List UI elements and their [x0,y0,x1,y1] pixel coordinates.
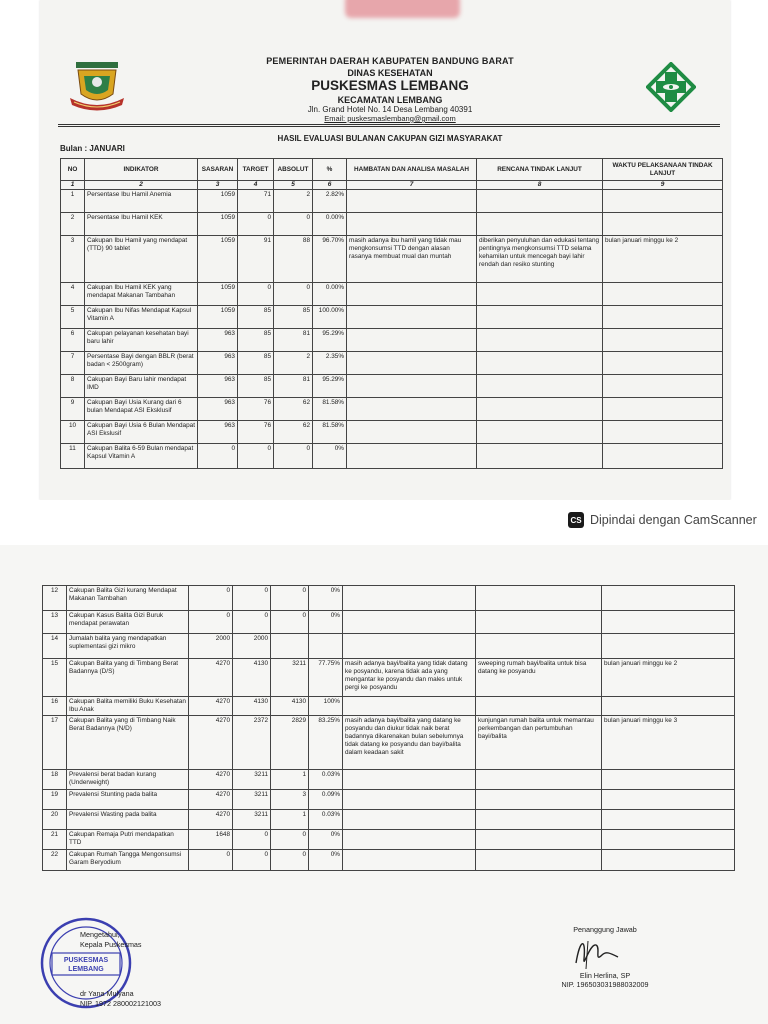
sasaran-cell: 4270 [189,659,233,697]
col-number: 2 [85,181,198,190]
regency-emblem-icon [66,60,128,112]
absolut-cell: 85 [274,306,313,329]
absolut-cell: 0 [274,283,313,306]
indicator-cell: Cakupan pelayanan kesehatan bayi baru lahir [85,329,198,352]
absolut-cell: 4130 [271,697,309,716]
rencana-cell [477,283,603,306]
col-number: 3 [198,181,238,190]
target-cell: 0 [233,586,271,611]
percent-cell: 95.29% [313,375,347,398]
table-row [43,850,735,871]
waktu-cell: bulan januari minggu ke 2 [603,236,723,283]
camscanner-icon: CS [568,512,584,528]
percent-cell: 77.75% [309,659,343,697]
rencana-cell [476,586,602,611]
rencana-cell [476,850,602,871]
hambatan-cell [347,375,477,398]
signature-block-left [80,930,161,1009]
row-number: 17 [43,716,67,770]
table-row [61,398,723,421]
percent-cell: 81.58% [313,421,347,444]
indicator-cell: Cakupan Bayi Usia 6 Bulan Mendapat ASI Ekslusif [85,421,198,444]
indicator-cell: Prevalensi berat badan kurang (Underweight) [67,770,189,790]
target-cell: 91 [238,236,274,283]
row-number: 12 [43,586,67,611]
percent-cell [309,634,343,659]
percent-cell: 96.70% [313,236,347,283]
header-rule [58,124,720,125]
color-smudge [345,0,460,18]
evaluation-table-page-1 [60,158,723,469]
hambatan-cell [347,398,477,421]
rencana-cell [476,810,602,830]
responsible-name: Elin Herlina, SP [579,970,631,980]
waktu-cell [603,375,723,398]
header-government: PEMERINTAH DAERAH KABUPATEN BANDUNG BARAT [266,56,514,66]
hambatan-cell [347,329,477,352]
sasaran-cell: 4270 [189,790,233,810]
hambatan-cell [347,213,477,236]
evaluation-table-page-2 [42,585,735,871]
absolut-cell [271,634,309,659]
waktu-cell [602,850,735,871]
target-cell: 85 [238,329,274,352]
table-row [43,611,735,634]
waktu-cell: bulan januari minggu ke 2 [602,659,735,697]
header-rule-thin [58,126,720,127]
row-number: 10 [61,421,85,444]
indicator-cell: Cakupan Ibu Nifas Mendapat Kapsul Vitamin A [85,306,198,329]
percent-cell: 0% [309,830,343,850]
target-cell: 3211 [233,790,271,810]
target-cell: 0 [238,213,274,236]
percent-cell: 0.00% [313,283,347,306]
table-row [61,421,723,444]
col-number: 9 [603,181,723,190]
col-number: 1 [61,181,85,190]
target-cell: 85 [238,375,274,398]
document-title: HASIL EVALUASI BULANAN CAKUPAN GIZI MASYARAKAT [277,134,503,143]
indicator-cell: Cakupan Balita yang di Timbang Berat Badannya (D/S) [67,659,189,697]
waktu-cell [603,190,723,213]
target-cell: 71 [238,190,274,213]
indicator-cell: Jumalah balita yang mendapatkan suplementasi gizi mikro [67,634,189,659]
waktu-cell [603,213,723,236]
hambatan-cell [343,611,476,634]
percent-cell: 81.58% [313,398,347,421]
col-header-rencana: RENCANA TINDAK LANJUT [477,159,603,181]
indicator-cell: Cakupan Bayi Baru lahir mendapat IMD [85,375,198,398]
indicator-cell: Cakupan Kasus Balita Gizi Buruk mendapat perawatan [67,611,189,634]
target-cell: 4130 [233,659,271,697]
sasaran-cell: 963 [198,375,238,398]
rencana-cell [476,790,602,810]
rencana-cell: kunjungan rumah balita untuk memantau perkembangan dan pertumbuhan bayi/balita [476,716,602,770]
row-number: 21 [43,830,67,850]
hambatan-cell [347,444,477,469]
target-cell: 3211 [233,810,271,830]
table-row [61,444,723,469]
responsible-label: Penanggung Jawab [573,925,637,934]
hambatan-cell [343,830,476,850]
col-number: 5 [274,181,313,190]
hambatan-cell [343,770,476,790]
waktu-cell [602,830,735,850]
indicator-cell: Cakupan Ibu Hamil yang mendapat (TTD) 90 tablet [85,236,198,283]
percent-cell: 100.00% [313,306,347,329]
waktu-cell [602,611,735,634]
absolut-cell: 0 [271,611,309,634]
table-row [43,790,735,810]
indicator-cell: Cakupan Ibu Hamil KEK yang mendapat Makanan Tambahan [85,283,198,306]
table-row [61,213,723,236]
target-cell: 0 [233,611,271,634]
waktu-cell: bulan januari minggu ke 3 [602,716,735,770]
hambatan-cell [343,850,476,871]
percent-cell: 0.09% [309,790,343,810]
absolut-cell: 0 [271,586,309,611]
responsible-nip: NIP. 196503031988032009 [561,980,649,990]
scanned-page-2 [0,545,768,1024]
col-header-persen: % [313,159,347,181]
absolut-cell: 2 [274,190,313,213]
rencana-cell [477,213,603,236]
hambatan-cell [347,352,477,375]
row-number: 5 [61,306,85,329]
rencana-cell [477,375,603,398]
col-header-hambatan: HAMBATAN DAN ANALISA MASALAH [347,159,477,181]
col-number: 4 [238,181,274,190]
rencana-cell [476,770,602,790]
table-row [43,830,735,850]
col-number: 7 [347,181,477,190]
absolut-cell: 2829 [271,716,309,770]
row-number: 20 [43,810,67,830]
row-number: 4 [61,283,85,306]
month-label: Bulan : JANUARI [60,144,125,153]
hambatan-cell [343,810,476,830]
indicator-cell: Persentase Bayi dengan BBLR (berat badan < 2500gram) [85,352,198,375]
target-cell: 2000 [233,634,271,659]
hambatan-cell [347,283,477,306]
col-header-no: NO [61,159,85,181]
svg-text:LEMBANG: LEMBANG [68,966,104,973]
table-row [43,659,735,697]
indicator-cell: Persentase Ibu Hamil KEK [85,213,198,236]
svg-text:PUSKESMAS: PUSKESMAS [63,957,109,964]
percent-cell: 2.82% [313,190,347,213]
header-puskesmas: PUSKESMAS LEMBANG [311,78,469,93]
hambatan-cell [343,697,476,716]
sasaran-cell: 1059 [198,283,238,306]
percent-cell: 83.25% [309,716,343,770]
indicator-cell: Prevalensi Stunting pada balita [67,790,189,810]
hambatan-cell: masih adanya ibu hamil yang tidak mau mengkonsumsi TTD dengan alasan rasanya membuat mual dan muntah [347,236,477,283]
row-number: 18 [43,770,67,790]
head-title: Kepala Puskesmas [80,939,142,949]
percent-cell: 2.35% [313,352,347,375]
row-number: 15 [43,659,67,697]
waktu-cell [603,306,723,329]
row-number: 16 [43,697,67,716]
row-number: 7 [61,352,85,375]
absolut-cell: 3 [271,790,309,810]
row-number: 14 [43,634,67,659]
rencana-cell [477,190,603,213]
sasaran-cell: 4270 [189,697,233,716]
table-row [43,716,735,770]
rencana-cell [477,444,603,469]
rencana-cell: sweeping rumah bayi/balita untuk bisa datang ke posyandu [476,659,602,697]
absolut-cell: 0 [271,850,309,871]
target-cell: 0 [233,850,271,871]
sasaran-cell: 963 [198,329,238,352]
sasaran-cell: 1648 [189,830,233,850]
target-cell: 3211 [233,770,271,790]
target-cell: 0 [233,830,271,850]
sasaran-cell: 4270 [189,716,233,770]
target-cell: 85 [238,306,274,329]
absolut-cell: 62 [274,421,313,444]
acknowledge-label: Mengetahui, [80,930,120,939]
sasaran-cell: 963 [198,421,238,444]
absolut-cell: 88 [274,236,313,283]
table-header-row [61,159,723,181]
sasaran-cell: 1059 [198,190,238,213]
indicator-cell: Persentase Ibu Hamil Anemia [85,190,198,213]
header-address: Jln. Grand Hotel No. 14 Desa Lembang 40391 [307,105,473,114]
hambatan-cell: masih adanya bayi/balita yang datang ke posyandu dan diukur tidak naik berat badannya dikarenakan bulan sebelumnya tidak datang ke posyandu dan bayi/balita dalam keadaan sakit [343,716,476,770]
col-header-absolut: ABSOLUT [274,159,313,181]
waktu-cell [603,398,723,421]
camscanner-watermark [568,512,757,528]
target-cell: 76 [238,421,274,444]
percent-cell: 0% [313,444,347,469]
absolut-cell: 2 [274,352,313,375]
percent-cell: 0% [309,586,343,611]
row-number: 9 [61,398,85,421]
indicator-cell: Cakupan Balita 6-59 Bulan mendapat Kapsul Vitamin A [85,444,198,469]
percent-cell: 0.00% [313,213,347,236]
sasaran-cell: 963 [198,352,238,375]
table-row [43,810,735,830]
hambatan-cell: masih adanya bayi/balita yang tidak datang ke posyandu, karena tidak ada yang mengantar ke posyandu dan males untuk pergi ke posyandu [343,659,476,697]
rencana-cell [477,421,603,444]
percent-cell: 100% [309,697,343,716]
waktu-cell [603,283,723,306]
rencana-cell: diberikan penyuluhan dan edukasi tentang pentingnya mengkonsumsi TTD selama kehamilan untuk mencegah bayi lahir rendah dan resiko stunting [477,236,603,283]
row-number: 19 [43,790,67,810]
target-cell: 85 [238,352,274,375]
indicator-cell: Prevalensi Wasting pada balita [67,810,189,830]
percent-cell: 0% [309,611,343,634]
col-header-target: TARGET [238,159,274,181]
rencana-cell [476,611,602,634]
sasaran-cell: 0 [189,611,233,634]
col-header-sasaran: SASARAN [198,159,238,181]
absolut-cell: 0 [274,444,313,469]
header-department: DINAS KESEHATAN [347,68,433,78]
percent-cell: 0.03% [309,810,343,830]
indicator-cell: Cakupan Balita Gizi kurang Mendapat Makanan Tambahan [67,586,189,611]
target-cell: 4130 [233,697,271,716]
indicator-cell: Cakupan Remaja Putri mendapatkan TTD [67,830,189,850]
scanned-page-1 [40,0,730,500]
absolut-cell: 1 [271,810,309,830]
absolut-cell: 0 [271,830,309,850]
rencana-cell [477,306,603,329]
absolut-cell: 1 [271,770,309,790]
sasaran-cell: 4270 [189,770,233,790]
waktu-cell [603,352,723,375]
col-number: 8 [477,181,603,190]
row-number: 2 [61,213,85,236]
waktu-cell [603,444,723,469]
sasaran-cell: 963 [198,398,238,421]
sasaran-cell: 0 [189,586,233,611]
sasaran-cell: 1059 [198,306,238,329]
sasaran-cell: 2000 [189,634,233,659]
percent-cell: 95.29% [313,329,347,352]
sasaran-cell: 0 [189,850,233,871]
absolut-cell: 81 [274,375,313,398]
rencana-cell [477,398,603,421]
head-nip: NIP. 1972 280002121003 [80,999,162,1009]
table-row [61,190,723,213]
header-district: KECAMATAN LEMBANG [337,95,443,105]
indicator-cell: Cakupan Bayi Usia Kurang dari 6 bulan Mendapat ASI Eksklusif [85,398,198,421]
sasaran-cell: 0 [198,444,238,469]
camscanner-label: Dipindai dengan CamScanner [590,513,757,527]
row-number: 8 [61,375,85,398]
hambatan-cell [343,634,476,659]
sasaran-cell: 1059 [198,236,238,283]
table-row [43,634,735,659]
target-cell: 0 [238,283,274,306]
row-number: 13 [43,611,67,634]
sasaran-cell: 1059 [198,213,238,236]
table-row [61,306,723,329]
absolut-cell: 62 [274,398,313,421]
indicator-cell: Cakupan Balita yang di Timbang Naik Berat Badannya (N/D) [67,716,189,770]
absolut-cell: 3211 [271,659,309,697]
target-cell: 0 [238,444,274,469]
rencana-cell [477,352,603,375]
table-row [61,352,723,375]
col-number: 6 [313,181,347,190]
row-number: 22 [43,850,67,871]
table-row [61,329,723,352]
target-cell: 2372 [233,716,271,770]
rencana-cell [476,697,602,716]
rencana-cell [477,329,603,352]
col-header-indikator: INDIKATOR [85,159,198,181]
sasaran-cell: 4270 [189,810,233,830]
percent-cell: 0% [309,850,343,871]
absolut-cell: 0 [274,213,313,236]
table-row [43,770,735,790]
waktu-cell [603,421,723,444]
waktu-cell [602,810,735,830]
waktu-cell [602,790,735,810]
column-number-row [61,181,723,190]
hambatan-cell [347,190,477,213]
indicator-cell: Cakupan Rumah Tangga Mengonsumsi Garam Beryodium [67,850,189,871]
header-email: Email: puskesmaslembang@gmail.com [324,114,456,123]
indicator-cell: Cakupan Balita memiliki Buku Kesehatan Ibu Anak [67,697,189,716]
row-number: 11 [61,444,85,469]
health-cross-logo-icon [646,62,696,112]
waktu-cell [602,770,735,790]
waktu-cell [602,697,735,716]
row-number: 3 [61,236,85,283]
signature-block-right [530,925,680,990]
absolut-cell: 81 [274,329,313,352]
waktu-cell [602,586,735,611]
hambatan-cell [347,306,477,329]
table-row [61,375,723,398]
table-row [61,236,723,283]
table-row [61,283,723,306]
hambatan-cell [347,421,477,444]
head-name: dr Yana Mulyana [80,989,134,999]
row-number: 6 [61,329,85,352]
waktu-cell [603,329,723,352]
col-header-waktu: WAKTU PELAKSANAAN TINDAK LANJUT [603,159,723,181]
rencana-cell [476,830,602,850]
rencana-cell [476,634,602,659]
hambatan-cell [343,790,476,810]
row-number: 1 [61,190,85,213]
table-row [43,586,735,611]
table-row [43,697,735,716]
hambatan-cell [343,586,476,611]
target-cell: 76 [238,398,274,421]
waktu-cell [602,634,735,659]
percent-cell: 0.03% [309,770,343,790]
